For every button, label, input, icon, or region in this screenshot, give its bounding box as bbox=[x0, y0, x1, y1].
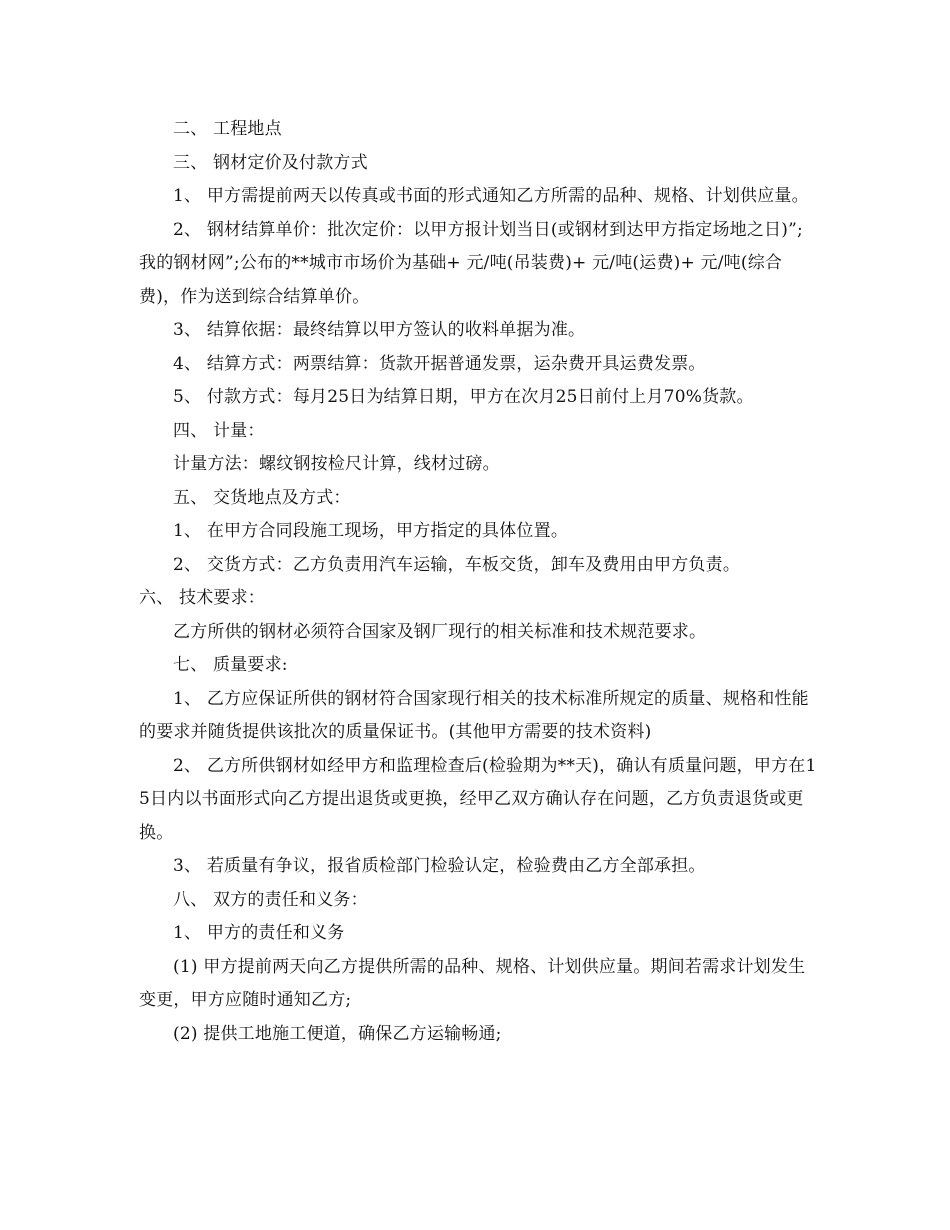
clause-settlement-method: 4、 结算方式：两票结算：货款开据普通发票，运杂费开具运费发票。 bbox=[173, 353, 706, 374]
section-heading-responsibilities: 八、 双方的责任和义务： bbox=[173, 889, 368, 910]
clause-quality-certificate: 1、 乙方应保证所供的钢材符合国家现行相关的技术标准所规定的质量、规格和性能的要求并随货提供该批次的质量保证书。(其他甲方需要的技术资料) bbox=[139, 688, 809, 742]
clause-technical-standards: 乙方所供的钢材必须符合国家及钢厂现行的相关标准和技术规范要求。 bbox=[173, 621, 707, 642]
section-heading-measurement: 四、 计量： bbox=[173, 420, 265, 441]
clause-settlement-unit-price: 2、 钢材结算单价：批次定价：以甲方报计划当日(或钢材到达甲方指定场地之日)”;我的钢材网”;公布的**城市市场价为基础+ 元/吨(吊装费)+ 元/吨(运费)+ 元/吨(综合费)，作为送到综合结算单价。 bbox=[139, 219, 803, 307]
section-heading-pricing-payment: 三、 钢材定价及付款方式 bbox=[173, 152, 368, 173]
section-heading-delivery: 五、 交货地点及方式： bbox=[173, 487, 351, 508]
clause-payment-method: 5、 付款方式：每月25日为结算日期，甲方在次月25日前付上月70%货款。 bbox=[173, 387, 754, 407]
clause-advance-notice: 1、 甲方需提前两天以传真或书面的形式通知乙方所需的品种、规格、计划供应量。 bbox=[173, 186, 809, 206]
clause-quality-dispute: 3、 若质量有争议，报省质检部门检验认定，检验费由乙方全部承担。 bbox=[173, 856, 706, 876]
clause-measurement-method: 计量方法：螺纹钢按检尺计算，线材过磅。 bbox=[173, 454, 500, 474]
clause-party-a-duty-2: (2) 提供工地施工便道，确保乙方运输畅通; bbox=[173, 1023, 502, 1044]
clause-delivery-location: 1、 在甲方合同段施工现场，甲方指定的具体位置。 bbox=[173, 521, 569, 541]
clause-quality-inspection: 2、 乙方所供钢材如经甲方和监理检查后(检验期为**天)，确认有质量问题，甲方在15日内以书面形式向乙方提出退货或更换，经甲乙双方确认存在问题，乙方负责退货或更换。 bbox=[139, 755, 817, 843]
clause-delivery-method: 2、 交货方式：乙方负责用汽车运输，车板交货，卸车及费用由甲方负责。 bbox=[173, 554, 741, 575]
section-heading-technical: 六、 技术要求： bbox=[139, 588, 266, 608]
document-body bbox=[139, 113, 819, 1051]
clause-party-a-duty-1: (1) 甲方提前两天向乙方提供所需的品种、规格、计划供应量。期间若需求计划发生变更，甲方应随时通知乙方; bbox=[139, 956, 806, 1010]
clause-settlement-basis: 3、 结算依据：最终结算以甲方签认的收料单据为准。 bbox=[173, 320, 586, 340]
section-heading-location: 二、 工程地点 bbox=[173, 119, 282, 139]
subheading-party-a-duties: 1、 甲方的责任和义务 bbox=[173, 923, 345, 943]
section-heading-quality: 七、 质量要求: bbox=[173, 655, 288, 675]
